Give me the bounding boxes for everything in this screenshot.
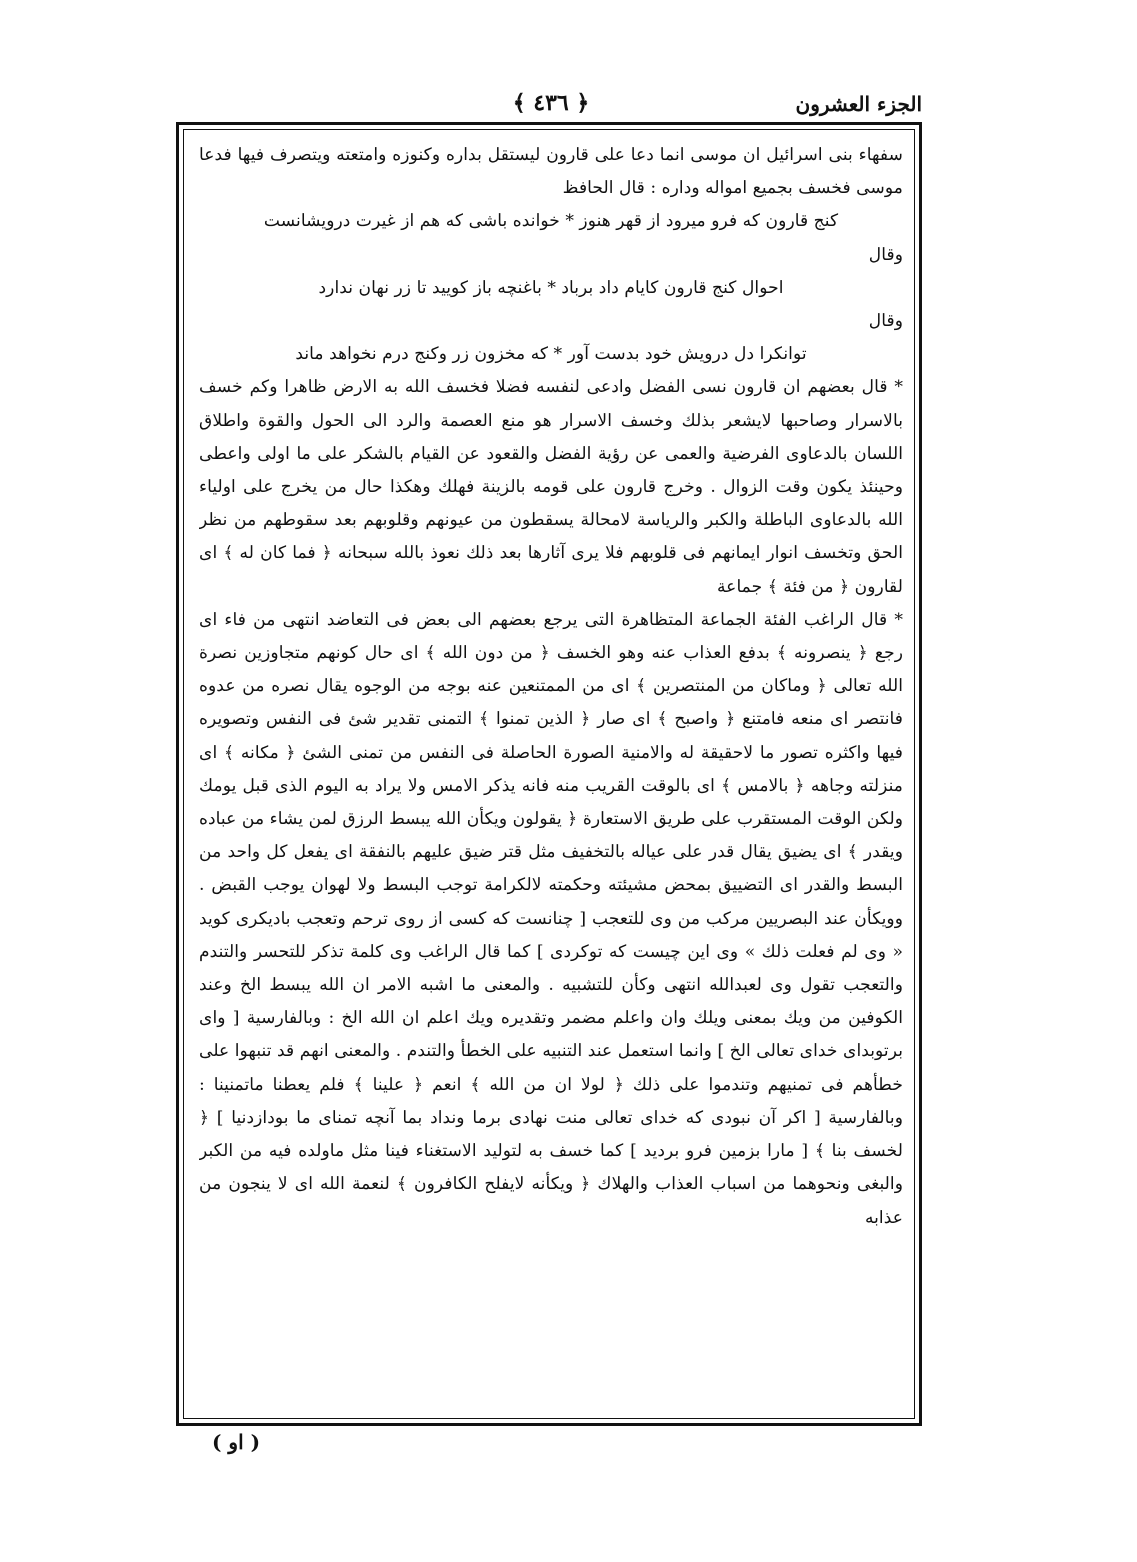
- page-header: [180, 88, 922, 124]
- waqal-2: وقال: [868, 311, 903, 332]
- main-text: [199, 139, 903, 1415]
- juz-title: الجزء العشرون: [795, 92, 922, 116]
- paragraph-2: * قال بعضهم ان قارون نسى الفضل وادعى لنفسه فضلا فخسف الله به الارض ظاهرا وكم خسف بالاسرار وصاحبها لايشعر بذلك وخسف الاسرار هو منع العصمة والرد الى الحول والقوة واطلاق اللسان بالدعاوى الفرضية والعمى عن رؤية الفضل والقعود عن القيام بالشكر على ما اولى واعطى وحينئذ يكون وقت الزوال . وخرج قارون على قومه بالزينة فهلك وهكذا حال من يخرج على اولياء الله بالدعاوى الباطلة والكبر والرياسة لامحالة يسقطون من عيونهم وقلوبهم بعد سقوطهم من نظر الحق وتخسف انوار ايمانهم فى قلوبهم فلا يرى آثارها بعد ذلك نعوذ بالله سبحانه ﴿ فما كان له ﴾ اى لقارون ﴿ من فئة ﴾ جماعة: [199, 377, 903, 597]
- poem-verse-3: توانكرا دل درويش خود بدست آور * كه مخزون زر وكنج درم نخواهد ماند: [295, 344, 807, 365]
- paragraph-1: سفهاء بنى اسرائيل ان موسى انما دعا على قارون ليستقل بداره وكنوزه وامتعته ويتصرف فيها فدعا موسى فخسف بجميع امواله وداره : قال الحافظ: [199, 145, 903, 199]
- text-frame: [176, 122, 922, 1426]
- poem-verse-1: كنج قارون كه فرو ميرود از قهر هنوز * خوانده باشى كه هم از غيرت درويشانست: [263, 211, 839, 232]
- paragraph-3: * قال الراغب الفئة الجماعة المتظاهرة التى يرجع بعضهم الى بعض فى التعاضد انتهى من فاء اى رجع ﴿ ينصرونه ﴾ بدفع العذاب عنه وهو الخسف ﴿ من دون الله ﴾ اى حال كونهم متجاوزين نصرة الله تعالى ﴿ وماكان من المنتصرين ﴾ اى من الممتنعين عنه بوجه من الوجوه يقال نصره من عدوه فانتصر اى منعه فامتنع ﴿ واصبح ﴾ اى صار ﴿ الذين تمنوا ﴾ التمنى تقدير شئ فى النفس وتصويره فيها واكثره تصور ما لاحقيقة له والامنية الصورة الحاصلة فى النفس من تمنى الشئ ﴿ مكانه ﴾ اى منزلته وجاهه ﴿ بالامس ﴾ اى بالوقت القريب منه فانه يذكر الامس ولا يراد به اليوم الذى قبل يومك ولكن الوقت المستقرب على طريق الاستعارة ﴿ يقولون ويكأن الله يبسط الرزق لمن يشاء من عباده ويقدر ﴾ اى يضيق يقال قدر على عياله بالتخفيف مثل قتر ضيق عليهم بالنفقة اى يفعل كل واحد من البسط والقدر اى التضييق بمحض مشيئته وحكمته لالكرامة توجب البسط ولا لهوان يوجب القبض . وويكأن عند البصريين مركب من وى للتعجب [ چنانست كه كسى از روى ترحم وتعجب باديكرى كويد « وى لم فعلت ذلك » وى اين چيست كه توكردى ] كما قال الراغب وى كلمة تذكر للتحسر والتندم والتعجب تقول وى لعبدالله انتهى وكأن للتشبيه . والمعنى ما اشبه الامر ان الله يبسط الخ وعند الكوفين من ويك بمعنى ويلك وان واعلم مضمر وتقديره ويك اعلم ان الله الخ : وبالفارسية [ واى برتوبداى خداى تعالى الخ ] وانما استعمل عند التنبيه على الخطأ والتندم . والمعنى انهم قد تنبهوا على خطأهم فى تمنيهم وتندموا على ذلك ﴿ لولا ان من الله ﴾ انعم ﴿ علينا ﴾ فلم يعطنا ماتمنينا : وبالفارسية [ اكر آن نبودى كه خداى تعالى منت نهادى برما ونداد بما آنچه تمناى ما بودازدنيا ] ﴿ لخسف بنا ﴾ [ مارا بزمين فرو برديد ] كما خسف به لتوليد الاستغناء فينا مثل ماولده فيه من الكبر والبغى ونحوهما من اسباب العذاب والهلاك ﴿ ويكأنه لايفلح الكافرون ﴾ لنعمة الله اى لا ينجون من عذابه: [199, 609, 903, 1228]
- page-number: ﴾ ٤٣٦ ﴿: [512, 90, 590, 116]
- waqal-1: وقال: [868, 244, 903, 265]
- poem-verse-2: احوال كنج قارون كايام داد برباد * باغنچه باز كوييد تا زر نهان ندارد: [318, 277, 784, 298]
- catchword: ( او ): [212, 1430, 261, 1454]
